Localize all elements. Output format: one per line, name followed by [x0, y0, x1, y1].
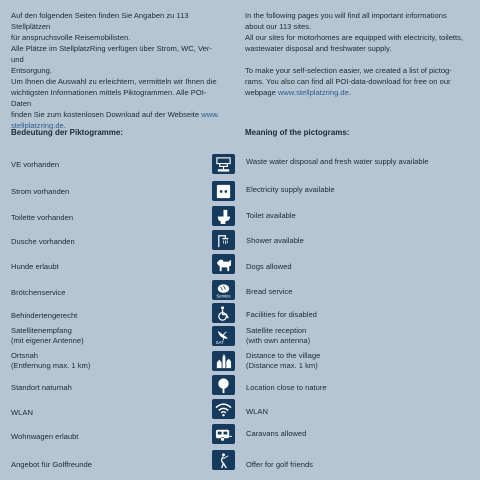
label-line: Satellite reception — [246, 326, 307, 335]
pictogram-label-en — [246, 326, 471, 345]
label-line: Location close to nature — [246, 383, 327, 392]
intro-german — [11, 10, 226, 131]
intro-en-text: . — [348, 88, 351, 97]
satellite-icon-label: SAT — [215, 339, 224, 345]
pictogram-label-en — [246, 157, 471, 167]
label-line: WLAN — [246, 407, 268, 416]
pictogram-label-en — [246, 460, 471, 470]
label-line: Offer for golf friends — [246, 460, 313, 469]
pictogram-label-de — [11, 288, 201, 298]
pictogram-label-en — [246, 185, 471, 195]
pictogram-label-en — [246, 351, 471, 370]
website-link[interactable]: www. — [201, 110, 220, 119]
label-line: Strom vorhanden — [11, 187, 70, 196]
pictogram-label-en — [246, 407, 471, 417]
label-line: Waste water disposal and fresh water supply available — [246, 157, 429, 166]
intro-en-line: To make your self-selection easier, we created a list of pictog- — [245, 66, 452, 75]
website-link[interactable]: stellplatzring.de — [11, 121, 64, 130]
label-line: WLAN — [11, 408, 33, 417]
pictogram-label-de — [11, 351, 201, 370]
pictogram-label-en — [246, 310, 471, 320]
dog-icon — [212, 254, 235, 274]
waste-water-icon — [212, 154, 235, 174]
pictogram-label-de — [11, 262, 201, 272]
heading-german: Bedeutung der Piktogramme: — [11, 128, 124, 137]
wheelchair-icon — [212, 303, 235, 323]
label-line: (Distance max. 1 km) — [246, 360, 318, 370]
intro-de-line: Um Ihnen die Auswahl zu erleichtern, vermitteln wir Ihnen die — [11, 77, 217, 86]
power-socket-icon — [212, 181, 235, 201]
pictogram-label-de — [11, 432, 201, 442]
intro-de-line — [11, 109, 226, 120]
intro-en-line — [245, 87, 470, 98]
label-line: Hunde erlaubt — [11, 262, 59, 271]
intro-de-line: Alle Plätze im StellplatzRing verfügen über Strom, WC, Ver- und — [11, 44, 212, 64]
pictogram-label-de — [11, 383, 201, 393]
pictogram-label-de — [11, 160, 201, 170]
label-line: Dusche vorhanden — [11, 237, 75, 246]
intro-en-line: about our 113 sites. — [245, 22, 312, 31]
label-line: Caravans allowed — [246, 429, 307, 438]
pictogram-label-de — [11, 460, 201, 470]
pictogram-label-de — [11, 311, 201, 321]
label-line: Electricity supply available — [246, 185, 335, 194]
label-line: Facilities for disabled — [246, 310, 317, 319]
pictogram-label-en — [246, 236, 471, 246]
website-link[interactable]: www.stellplatzring.de — [277, 88, 349, 97]
golf-icon — [212, 450, 235, 470]
wifi-icon — [212, 399, 235, 419]
intro-de-text: finden Sie zum kostenlosen Download auf der Webseite — [11, 110, 202, 119]
intro-en-line: rams. You also can find all POI-data-download for free on our — [245, 77, 451, 86]
pictogram-label-en — [246, 262, 471, 272]
intro-de-text: . — [63, 121, 66, 130]
caravan-icon — [212, 424, 235, 444]
label-line: VE vorhanden — [11, 160, 60, 169]
intro-en-text: webpage — [245, 88, 278, 97]
pictogram-label-de — [11, 326, 201, 345]
label-line: (Entfernung max. 1 km) — [11, 360, 91, 370]
label-line: Shower available — [246, 236, 304, 245]
pictogram-label-en — [246, 429, 471, 439]
bread-service-icon — [212, 280, 235, 300]
intro-de-line: Entsorgung. — [11, 66, 52, 75]
intro-de-line: wichtigsten Informationen mittels Piktogrammen. Alle POI-Daten — [11, 88, 207, 108]
label-line: Wohnwagen erlaubt — [11, 432, 79, 441]
heading-english: Meaning of the pictograms: — [245, 128, 350, 137]
intro-en-line: wastewater disposal and freshwater supply. — [245, 44, 392, 53]
pictogram-label-en — [246, 287, 471, 297]
label-line: (with own antenna) — [246, 335, 311, 345]
label-line: Toilette vorhanden — [11, 213, 74, 222]
label-line: (mit eigener Antenne) — [11, 335, 84, 345]
intro-en-line: All our sites for motorhomes are equipped with electricity, toiletts, — [245, 33, 464, 42]
satellite-dish-icon — [212, 326, 235, 346]
tree-icon — [212, 375, 235, 395]
label-line: Satellitenempfang — [11, 326, 72, 335]
pictogram-label-de — [11, 187, 201, 197]
label-line: Behindertengerecht — [11, 311, 78, 320]
label-line: Bread service — [246, 287, 293, 296]
intro-english — [245, 10, 470, 98]
pictogram-label-de — [11, 213, 201, 223]
label-line: Angebot für Golffreunde — [11, 460, 92, 469]
intro-de-line: für anspruchsvolle Reisemobilisten. — [11, 33, 131, 42]
pictogram-label-de — [11, 237, 201, 247]
pictogram-label-en — [246, 383, 471, 393]
pictogram-label-de — [11, 408, 201, 418]
paragraph-gap — [245, 54, 470, 65]
shower-icon — [212, 230, 235, 250]
pictogram-label-en — [246, 211, 471, 221]
label-line: Ortsnah — [11, 351, 39, 360]
label-line: Standort naturnah — [11, 383, 72, 392]
toilet-icon — [212, 206, 235, 226]
bread-service-icon-label: Service — [216, 293, 231, 299]
label-line: Dogs allowed — [246, 262, 292, 271]
label-line: Brötchenservice — [11, 288, 66, 297]
intro-de-line: Auf den folgenden Seiten finden Sie Angaben zu 113 Stellplätzen — [11, 11, 189, 31]
intro-en-line: In the following pages you will find all important informations — [245, 11, 447, 20]
label-line: Distance to the village — [246, 351, 321, 360]
village-icon — [212, 351, 235, 371]
label-line: Toilet available — [246, 211, 296, 220]
